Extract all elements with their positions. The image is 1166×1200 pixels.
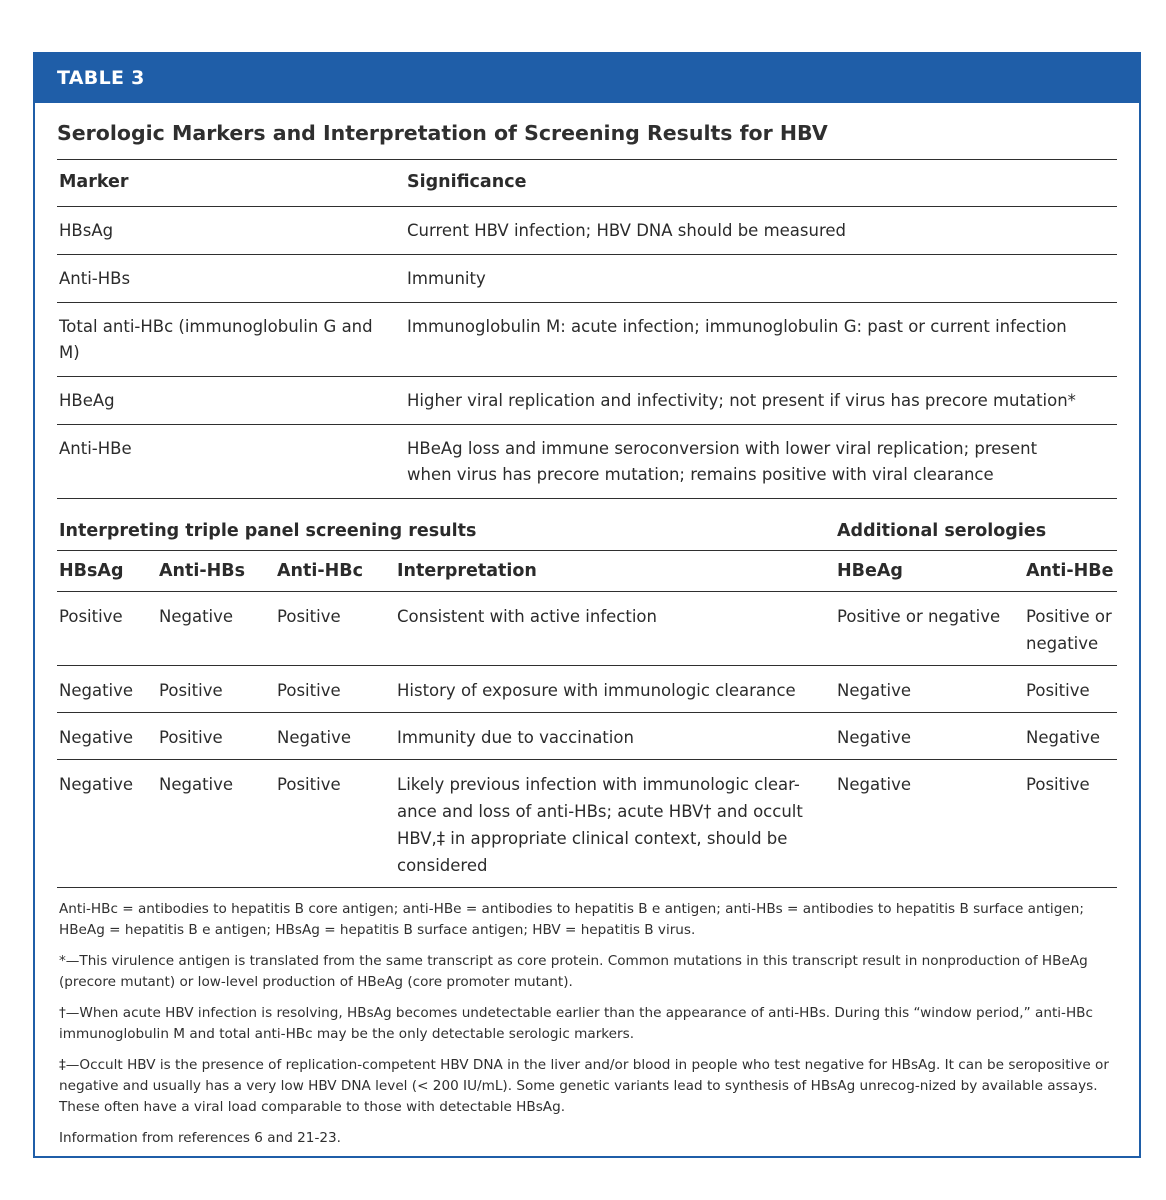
table-row xyxy=(57,255,1117,303)
table-row xyxy=(57,666,1117,713)
source-note: Information from references 6 and 21-23. xyxy=(59,1130,341,1146)
anti-hbc-cell: Positive xyxy=(275,592,395,666)
double-dagger-footnote: ‡—Occult HBV is the presence of replication-competent HBV DNA in the liver and/or blood in people who test negative for HBsAg. It can be seropositive or negative and usually has a very low HBV DNA level (< 200 IU/mL). Some genetic variants lead to synthesis of HBsAg unrecog-nized by available assays. These often have a viral load comparable to those with detectable HBsAg. xyxy=(59,1057,1109,1115)
marker-cell: Anti-HBs xyxy=(57,255,405,303)
anti-hbs-cell: Positive xyxy=(157,713,275,760)
markers-table xyxy=(57,160,1117,499)
interpretation-cell: Consistent with active infection xyxy=(395,592,835,666)
significance-cell: Immunoglobulin M: acute infection; immunoglobulin G: past or current infection xyxy=(405,303,1117,377)
table-row xyxy=(57,377,1117,425)
table-row xyxy=(57,713,1117,760)
screening-table xyxy=(57,517,1117,888)
anti-hbe-cell: Negative xyxy=(1024,713,1117,760)
anti-hbe-cell: Positive or negative xyxy=(1024,592,1117,666)
marker-header: Marker xyxy=(57,160,405,207)
anti-hbc-cell: Positive xyxy=(275,666,395,713)
footnotes xyxy=(57,888,1117,1149)
interpretation-cell: History of exposure with immunologic clearance xyxy=(395,666,835,713)
markers-header-row xyxy=(57,160,1117,207)
hbsag-cell: Negative xyxy=(57,760,157,888)
additional-serologies-heading: Additional serologies xyxy=(835,517,1117,551)
interpretation-cell: Immunity due to vaccination xyxy=(395,713,835,760)
anti-hbs-cell: Negative xyxy=(157,760,275,888)
table-content xyxy=(57,103,1117,1159)
table-row xyxy=(57,303,1117,377)
marker-cell: HBeAg xyxy=(57,377,405,425)
anti-hbc-header: Anti-HBc xyxy=(275,551,395,592)
table-row xyxy=(57,425,1117,499)
hbsag-cell: Negative xyxy=(57,666,157,713)
interpretation-header: Interpretation xyxy=(395,551,835,592)
hbsag-cell: Positive xyxy=(57,592,157,666)
hbeag-cell: Negative xyxy=(835,713,1024,760)
anti-hbs-header: Anti-HBs xyxy=(157,551,275,592)
marker-cell: HBsAg xyxy=(57,207,405,255)
table-title: Serologic Markers and Interpretation of Screening Results for HBV xyxy=(57,103,1117,160)
hbsag-cell: Negative xyxy=(57,713,157,760)
hbeag-cell: Negative xyxy=(835,666,1024,713)
hbeag-cell: Positive or negative xyxy=(835,592,1024,666)
anti-hbc-cell: Positive xyxy=(275,760,395,888)
significance-cell: Higher viral replication and infectivity; not present if virus has precore mutation* xyxy=(405,377,1117,425)
abbreviations-note: Anti-HBc = antibodies to hepatitis B core antigen; anti-HBe = antibodies to hepatitis B e antigen; anti-HBs = antibodies to hepatitis B surface antigen; HBeAg = hepatitis B e antigen; HBsAg = hepatitis B surface antigen; HBV = hepatitis B virus. xyxy=(59,901,1084,938)
marker-cell: Anti-HBe xyxy=(57,425,405,499)
anti-hbe-header: Anti-HBe xyxy=(1024,551,1117,592)
marker-cell: Total anti-HBc (immunoglobulin G and M) xyxy=(57,303,405,377)
anti-hbe-cell: Positive xyxy=(1024,760,1117,888)
anti-hbc-cell: Negative xyxy=(275,713,395,760)
table-row xyxy=(57,760,1117,888)
table-frame xyxy=(33,52,1141,1158)
hbeag-cell: Negative xyxy=(835,760,1024,888)
anti-hbe-cell: Positive xyxy=(1024,666,1117,713)
table-row xyxy=(57,592,1117,666)
hbeag-header: HBeAg xyxy=(835,551,1024,592)
table-label-banner: TABLE 3 xyxy=(35,54,1139,103)
anti-hbs-cell: Positive xyxy=(157,666,275,713)
significance-header: Significance xyxy=(405,160,1117,207)
anti-hbs-cell: Negative xyxy=(157,592,275,666)
significance-cell: Immunity xyxy=(405,255,1117,303)
asterisk-footnote: *—This virulence antigen is translated from the same transcript as core protein. Common mutations in this transcript result in nonproduction of HBeAg (precore mutant) or low-level production of HBeAg (core promoter mutant). xyxy=(59,953,1088,990)
triple-panel-section-heading: Interpreting triple panel screening results xyxy=(57,517,835,551)
significance-cell: Current HBV infection; HBV DNA should be measured xyxy=(405,207,1117,255)
hbsag-header: HBsAg xyxy=(57,551,157,592)
interpretation-cell: Likely previous infection with immunologic clear-ance and loss of anti-HBs; acute HBV† and occult HBV,‡ in appropriate clinical context, should be considered xyxy=(395,760,835,888)
screening-header-row xyxy=(57,551,1117,592)
table-row xyxy=(57,207,1117,255)
significance-cell: HBeAg loss and immune seroconversion with lower viral replication; present when virus has precore mutation; remains positive with viral clearance xyxy=(405,425,1117,499)
screening-section-row xyxy=(57,517,1117,551)
dagger-footnote: †—When acute HBV infection is resolving, HBsAg becomes undetectable earlier than the appearance of anti-HBs. During this “window period,” anti-HBc immunoglobulin M and total anti-HBc may be the only detectable serologic markers. xyxy=(59,1005,1093,1042)
